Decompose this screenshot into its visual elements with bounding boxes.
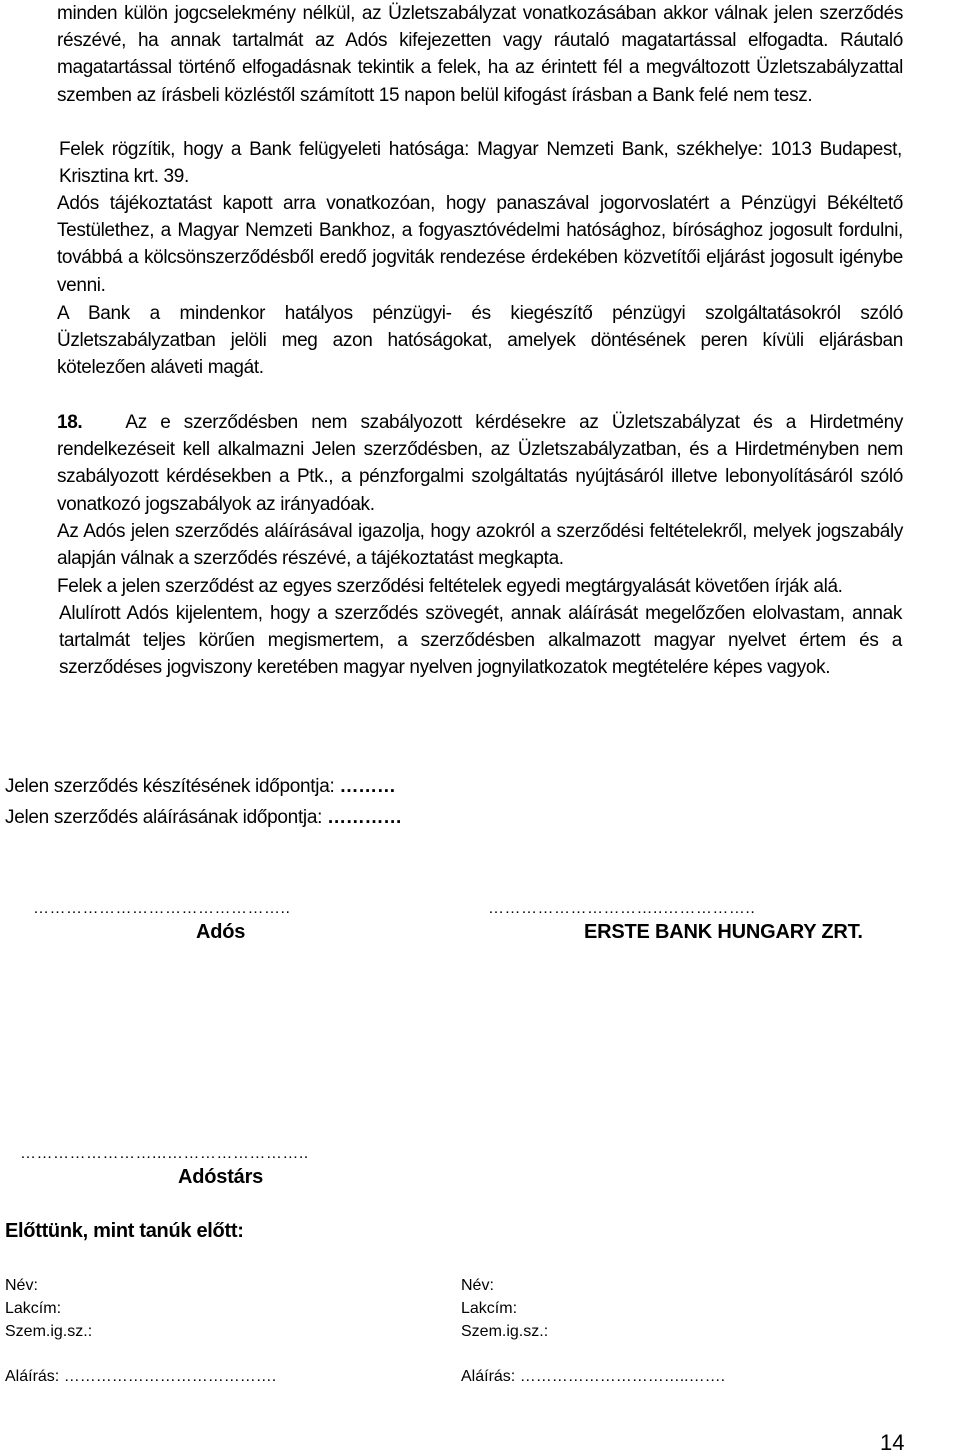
- witness2-signature-label: Aláírás:: [461, 1368, 516, 1385]
- witness1-signature-label: Aláírás:: [5, 1368, 60, 1385]
- section-18-text: Az e szerződésben nem szabályozott kérdésekre az Üzletszabályzat és a Hirdetmény rendelkezéseit kell alkalmazni Jelen szerződésben, az Üzletszabályzatban, és a Hirdetményben nem szabályozott kérdésekben a Ptk., a pénzforgalmi szolgáltatás nyújtásáról illetve lebonyolításáról szóló vonatkozó jogszabályok az irányadóak.: [57, 412, 903, 515]
- paragraph-individual-negotiation: Felek a jelen szerződést az egyes szerződési feltételek egyedi megtárgyalását követően írják alá.: [57, 576, 843, 597]
- signing-date-line: [5, 804, 402, 831]
- bank-signature-line: …………………………..……………..: [488, 900, 756, 917]
- signing-date-label: Jelen szerződés aláírásának időpontja:: [5, 807, 323, 828]
- paragraph-authorities: A Bank a mindenkor hatályos pénzügyi- és kiegészítő pénzügyi szolgáltatásokról szóló Üzletszabályzatban jelöli meg azon hatóságokat, amelyek döntésének peren kívüli eljárásban kötelezően aláveti magát.: [57, 303, 903, 379]
- paragraph-complaint-remedies: Adós tájékoztatást kapott arra vonatkozóan, hogy panaszával jogorvoslatért a Pénzügyi Békéltető Testülethez, a Magyar Nemzeti Bankhoz, a fogyasztóvédelmi hatósághoz, bírósághoz jogosult fordulni, továbbá a kölcsönszerződésből eredő jogviták rendezése érdekében közvetítői eljárást jogosult igénybe venni.: [57, 193, 903, 296]
- codebtor-signature-name: Adóstárs: [178, 1166, 264, 1188]
- creation-date-value: ………: [339, 776, 396, 797]
- witness1-signature-line: [5, 1366, 276, 1388]
- witness2-signature-line: [461, 1366, 725, 1388]
- witness2-name-label: Név:: [461, 1277, 494, 1294]
- paragraph-supervisory-authority: Felek rögzítik, hogy a Bank felügyeleti hatósága: Magyar Nemzeti Bank, székhelye: 1013 Budapest, Krisztina krt. 39.: [59, 139, 902, 188]
- witness2-signature-dots: …………………………..…….: [519, 1368, 726, 1385]
- witness1-name-label: Név:: [5, 1277, 38, 1294]
- creation-date-label: Jelen szerződés készítésének időpontja:: [5, 776, 335, 797]
- witness1-id-label: Szem.ig.sz.:: [5, 1323, 93, 1340]
- creation-date-line: [5, 773, 396, 800]
- bank-signature-name: ERSTE BANK HUNGARY ZRT.: [584, 921, 863, 943]
- witnesses-title: Előttünk, mint tanúk előtt:: [5, 1220, 244, 1242]
- debtor-signature-name: Adós: [196, 921, 246, 943]
- codebtor-signature-line: ……………………...……………………..: [20, 1145, 309, 1162]
- witness2-id-label: Szem.ig.sz.:: [461, 1323, 549, 1340]
- debtor-signature-line: ………………………………………..: [33, 900, 291, 917]
- paragraph-business-rules-acceptance: minden külön jogcselekmény nélkül, az Üzletszabályzat vonatkozásában akkor válnak jelen szerződés részévé, ha annak tartalmát az Adós kifejezetten vagy ráutaló magatartással elfogadta. Ráutaló magatartással történő elfogadásnak tekintik a felek, ha az érintett fél a megváltozott Üzletszabályzattal szemben az írásbeli közléstől számított 15 napon belül kifogást írásban a Bank felé nem tesz.: [57, 3, 903, 106]
- signing-date-value: …………: [327, 807, 402, 828]
- paragraph-debtor-declaration: Alulírott Adós kijelentem, hogy a szerződés szövegét, annak aláírását megelőzően elolvastam, annak tartalmát teljes körűen megismertem, a szerződésben alkalmazott magyar nyelvet értem és a szerződéses jogviszony keretében magyar nyelven jognyilatkozatok megtételére képes vagyok.: [59, 603, 902, 679]
- witness1-signature-dots: ………………………………….: [63, 1368, 277, 1385]
- witness2-address-label: Lakcím:: [461, 1300, 518, 1317]
- witness1-address-label: Lakcím:: [5, 1300, 62, 1317]
- paragraph-debtor-confirmation: Az Adós jelen szerződés aláírásával igazolja, hogy azokról a szerződési feltételekről, melyek jogszabály alapján válnak a szerződés részévé, a tájékoztatást megkapta.: [57, 521, 903, 570]
- page-number: 14: [880, 1430, 905, 1455]
- section-number: 18.: [57, 412, 83, 433]
- section-18-paragraph: [57, 409, 903, 518]
